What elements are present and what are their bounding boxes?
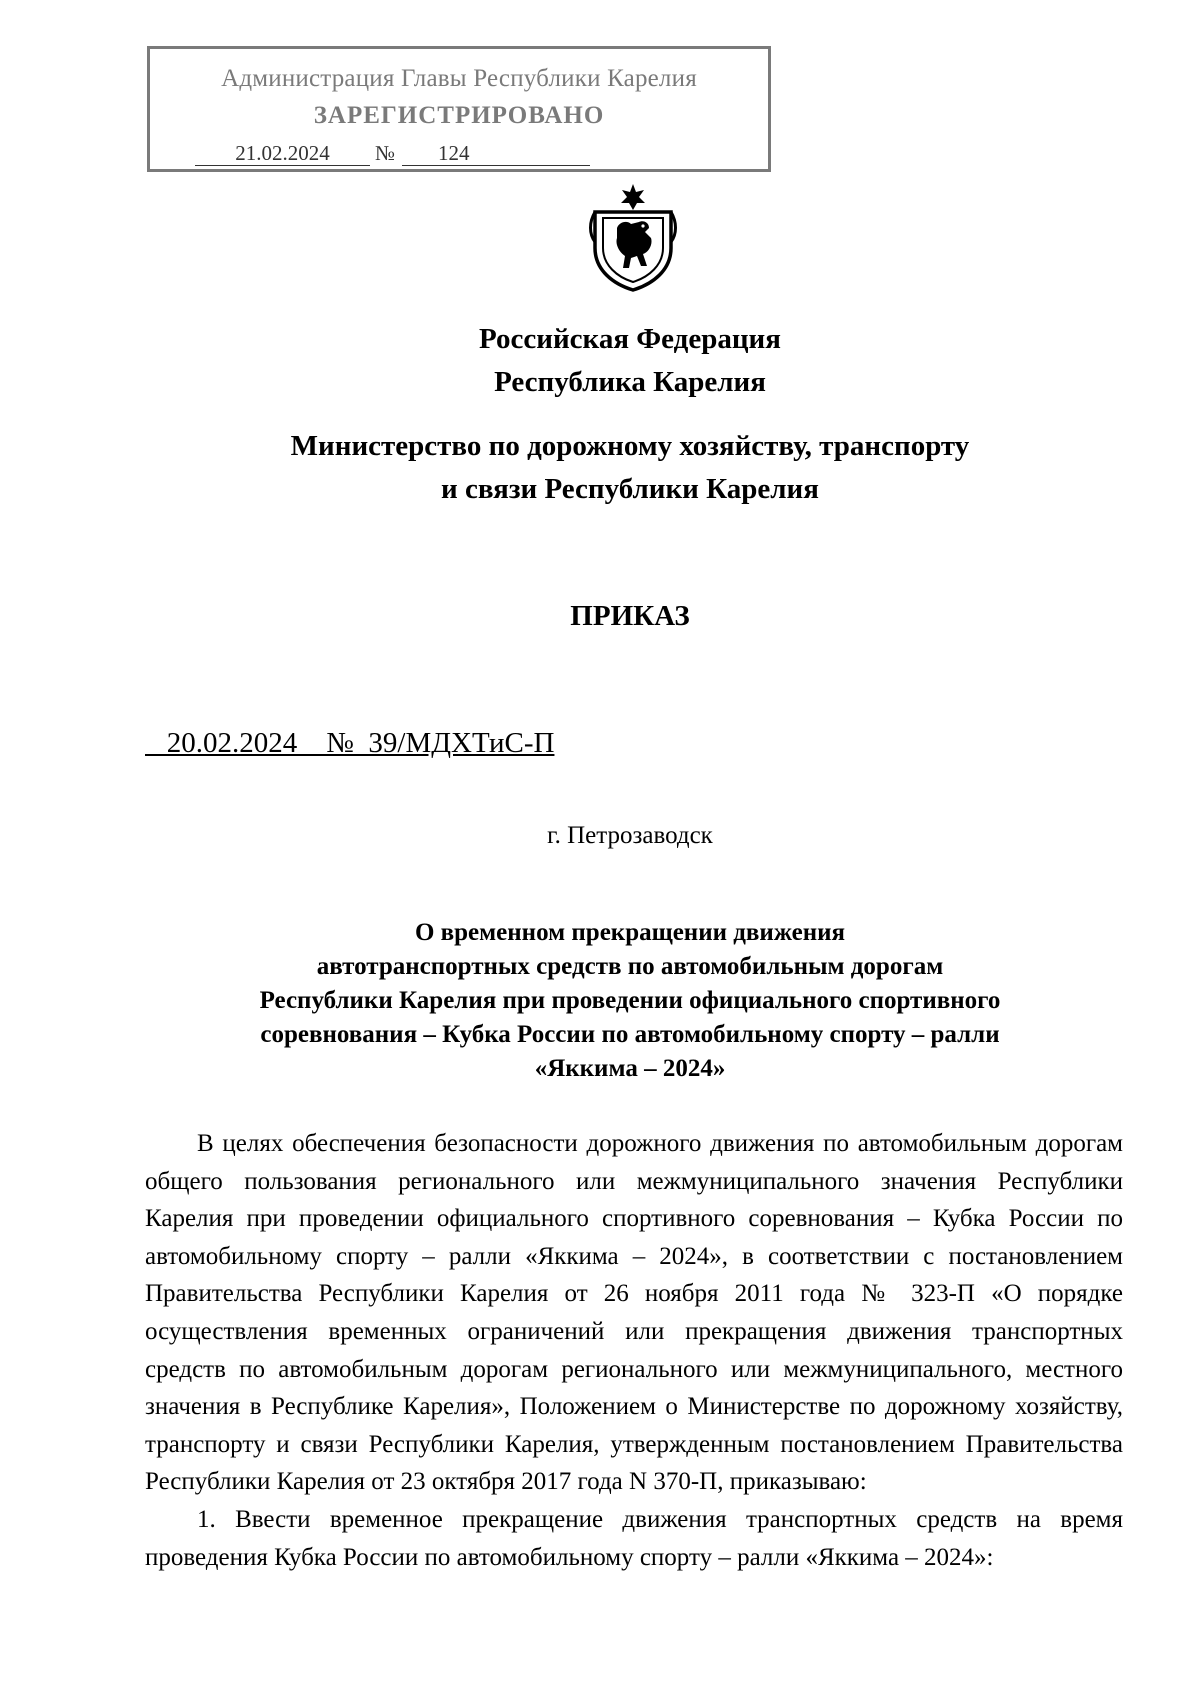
- document-type: ПРИКАЗ: [570, 600, 690, 632]
- document-subject: [150, 916, 1110, 1086]
- body-paragraph: 1. Ввести временное прекращение движения транспортных средств на время проведения Кубка России по автомобильному спорту – ралли «Яккима – 2024»:: [145, 1505, 1123, 1571]
- stamp-date: 21.02.2024: [195, 141, 370, 166]
- document-body: [145, 1125, 1123, 1576]
- header-country: Российская Федерация: [479, 323, 781, 355]
- stamp-number-label: №: [375, 141, 396, 165]
- registration-stamp: [147, 46, 771, 172]
- stamp-number: 124: [402, 141, 590, 166]
- stamp-authority: Администрация Главы Республики Карелия: [221, 65, 697, 92]
- subject-line: «Яккима – 2024»: [534, 1055, 726, 1082]
- order-date-number: 20.02.2024 № 39/МДХТиС-П: [145, 727, 555, 759]
- karelia-coat-of-arms-icon: [587, 182, 679, 292]
- subject-line: Республики Карелия при проведении официального спортивного: [259, 987, 1001, 1014]
- subject-line: соревнования – Кубка России по автомобильному спорту – ралли: [260, 1021, 1000, 1048]
- header-region: Республика Карелия: [494, 366, 766, 398]
- stamp-status: ЗАРЕГИСТРИРОВАНО: [313, 102, 605, 129]
- ministry-name-line1: Министерство по дорожному хозяйству, транспорту: [290, 430, 970, 462]
- subject-line: О временном прекращении движения: [414, 919, 846, 946]
- document-city: г. Петрозаводск: [547, 822, 713, 849]
- body-paragraph: В целях обеспечения безопасности дорожного движения по автомобильным дорогам общего пользования регионального или межмуниципального значения Республики Карелия при проведении официального спортивного соревнования – Кубка России по автомобильному спорту – ралли «Яккима – 2024», в соответствии с постановлением Правительства Республики Карелия от 26 ноября 2011 года № 323-П «О порядке осуществления временных ограничений или прекращения движения транспортных средств по автомобильным дорогам регионального или межмуниципального, местного значения в Республике Карелия», Положением о Министерстве по дорожному хозяйству, транспорту и связи Республики Карелия, утвержденным постановлением Правительства Республики Карелия от 23 октября 2017 года N 370-П, приказываю:: [145, 1130, 1123, 1496]
- subject-line: автотранспортных средств по автомобильным дорогам: [316, 953, 944, 980]
- ministry-name-line2: и связи Республики Карелия: [441, 473, 819, 505]
